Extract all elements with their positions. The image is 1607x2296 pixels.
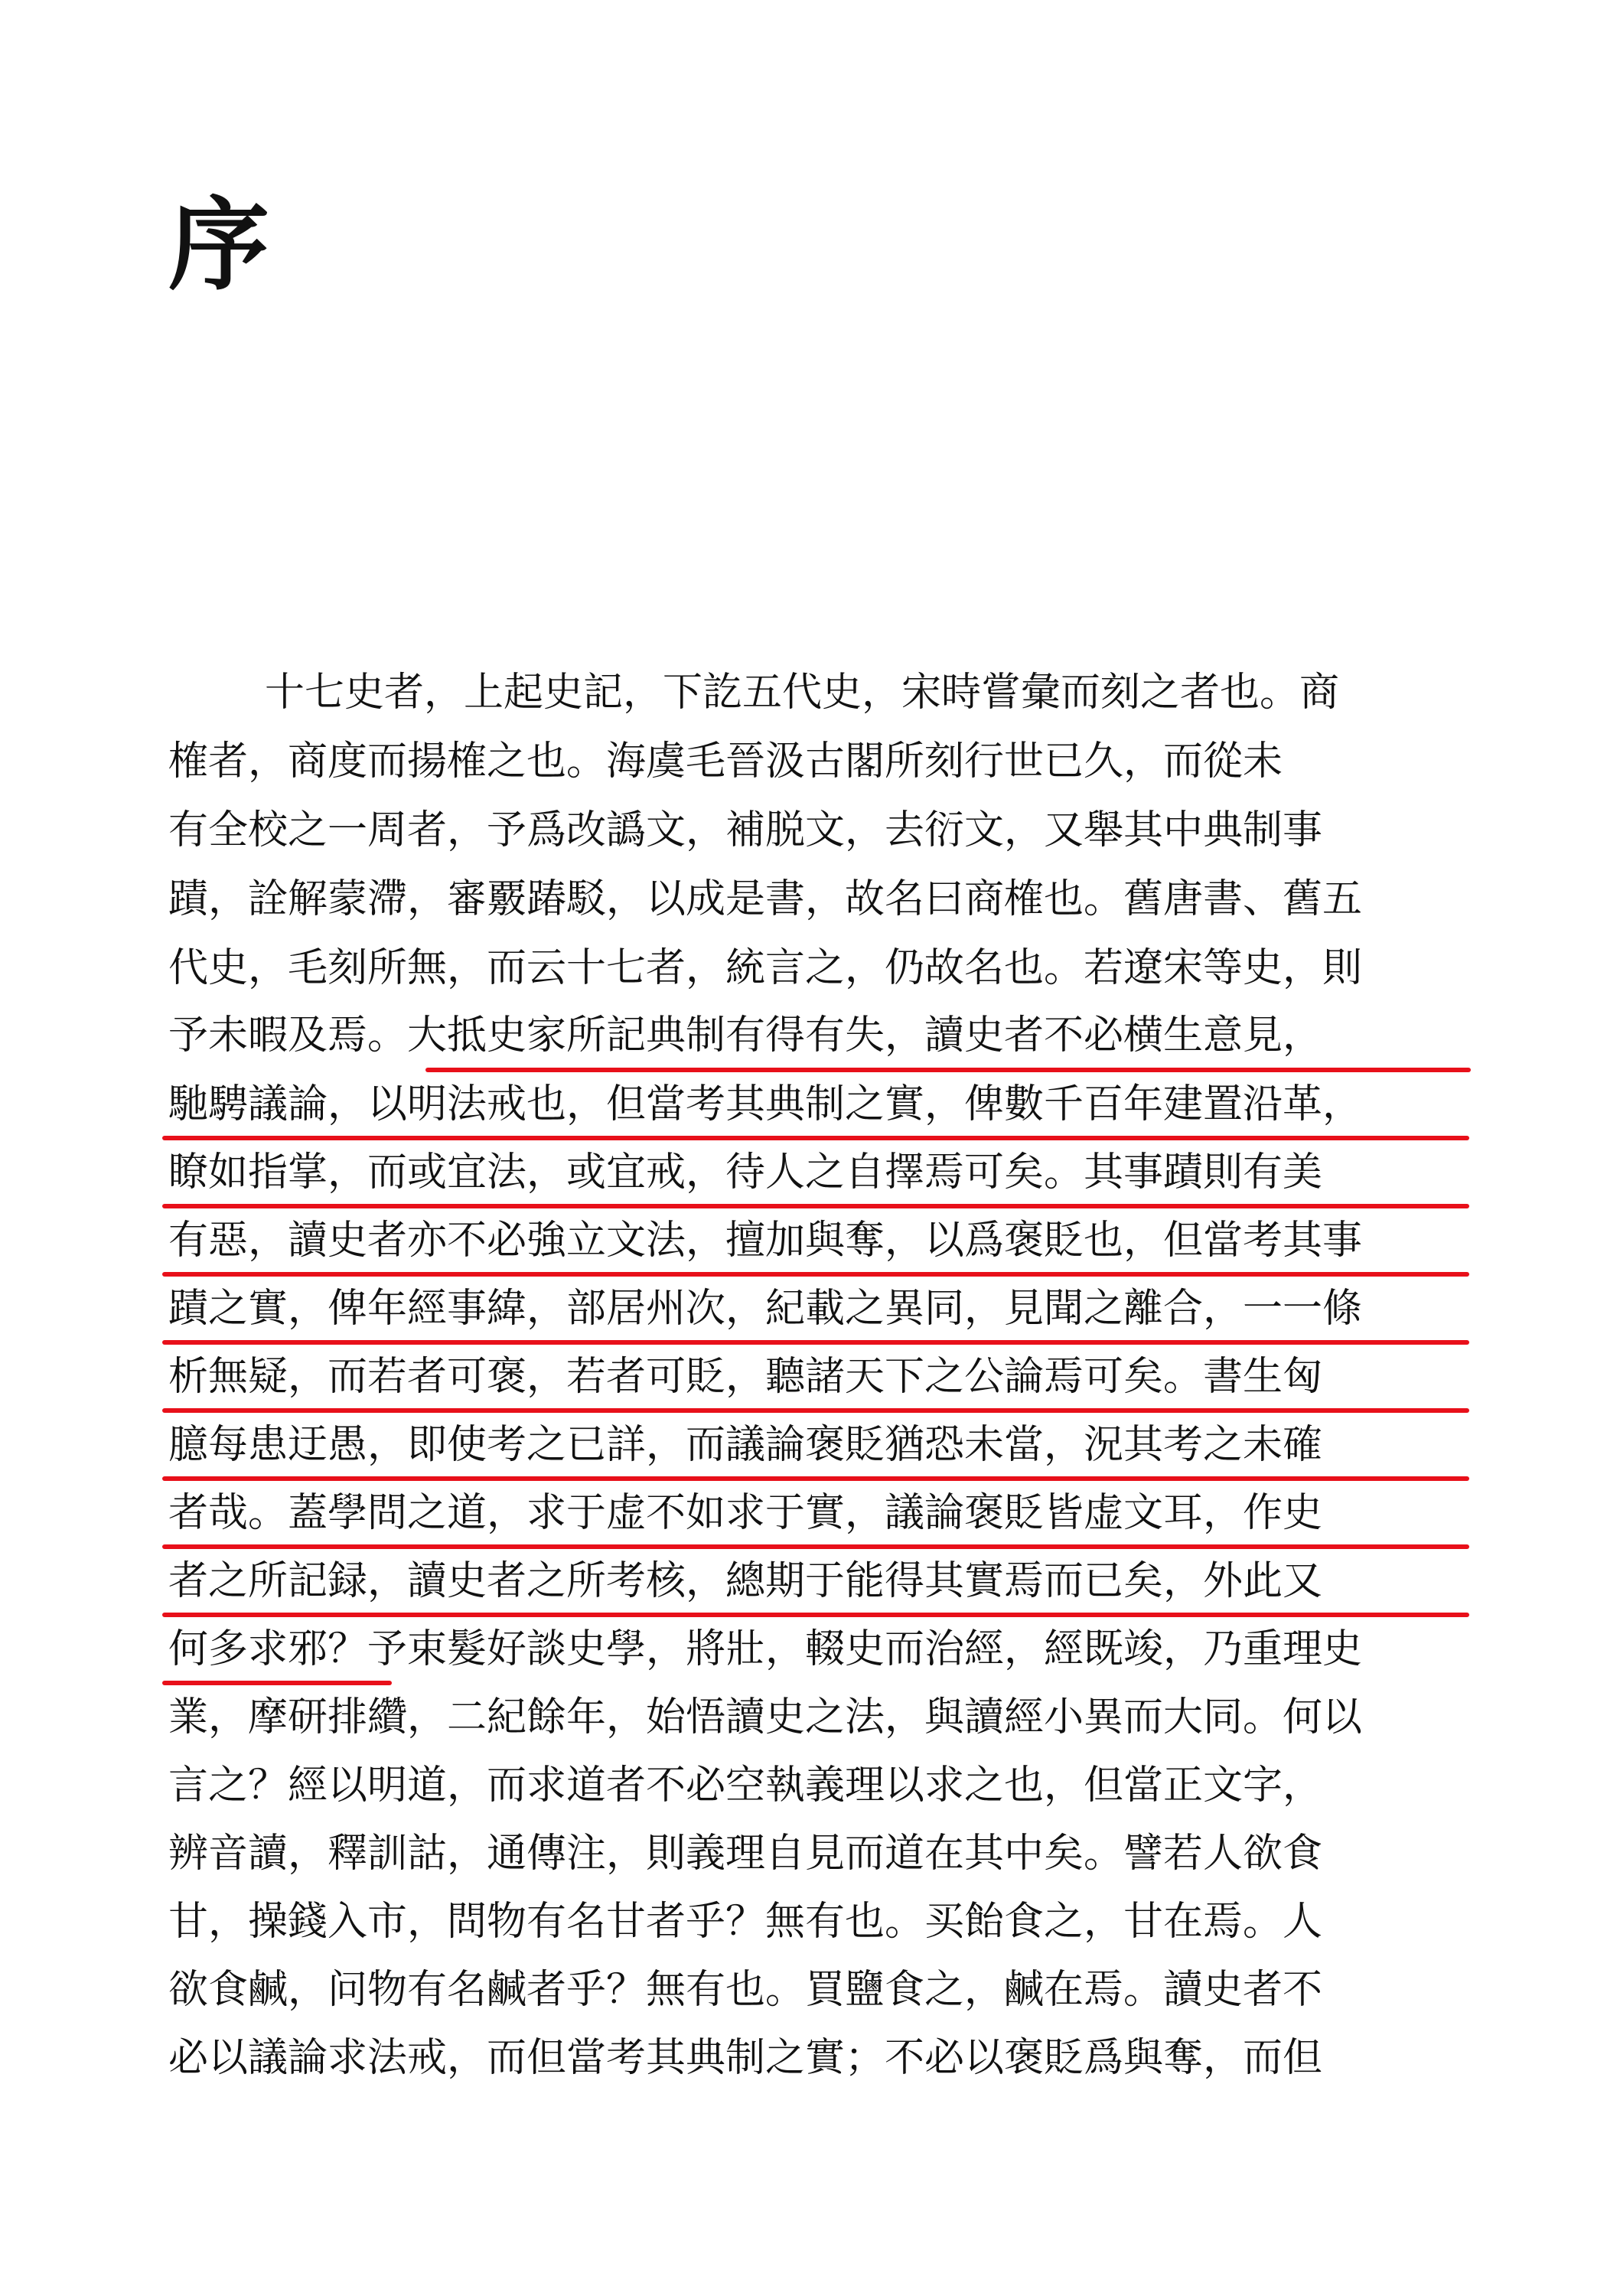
highlight-underline	[162, 1613, 1469, 1617]
highlight-underline	[162, 1204, 1469, 1208]
text-line: 瞭如指掌，而或宜法，或宜戒，待人之自擇焉可矣。其事蹟則有美	[168, 1150, 1323, 1195]
text-line: 甘，操錢入市，問物有名甘者乎？無有也。买飴食之，甘在焉。人	[168, 1899, 1323, 1945]
text-line: 者哉。蓋學問之道，求于虚不如求于實，議論褒貶皆虚文耳，作史	[168, 1490, 1323, 1536]
highlight-underline	[162, 1272, 1469, 1277]
text-line: 蹟，詮解蒙滯，審覈踳駁，以成是書，故名曰商榷也。舊唐書、舊五	[168, 876, 1363, 922]
text-line: 臆每患迂愚，即使考之已詳，而議論褒貶猶恐未當，況其考之未確	[168, 1422, 1323, 1468]
text-line: 馳騁議論，以明法戒也，但當考其典制之實，俾數千百年建置沿革，	[168, 1081, 1363, 1127]
highlight-underline	[162, 1408, 1469, 1413]
highlight-underline	[162, 1340, 1469, 1345]
text-line: 有全校之一周者，予爲改譌文，補脱文，去衍文，又舉其中典制事	[168, 807, 1323, 853]
highlight-underline	[162, 1136, 1469, 1140]
highlight-underline	[162, 1544, 1469, 1549]
text-line: 代史，毛刻所無，而云十七者，統言之，仍故名也。若遼宋等史，則	[168, 945, 1363, 991]
text-line: 必以議論求法戒，而但當考其典制之實；不必以褒貶爲與奪，而但	[168, 2035, 1323, 2081]
text-line: 蹟之實，俾年經事緯，部居州次，紀載之異同，見聞之離合，一一條	[168, 1286, 1363, 1332]
text-line: 言之？經以明道，而求道者不必空執義理以求之也，但當正文字，	[168, 1763, 1323, 1808]
text-line: 何多求邪？予束髮好談史學，將壯，輟史而治經，經既竣，乃重理史	[168, 1626, 1363, 1672]
text-line: 析無疑，而若者可褒，若者可貶，聽諸天下之公論焉可矣。書生匈	[168, 1354, 1323, 1400]
text-line: 欲食鹹，问物有名鹹者乎？無有也。買鹽食之，鹹在焉。讀史者不	[168, 1967, 1323, 2013]
text-line: 予未暇及焉。大抵史家所記典制有得有失，讀史者不必横生意見，	[168, 1013, 1323, 1058]
text-line: 榷者，商度而揚榷之也。海虞毛晉汲古閣所刻行世已久，而從未	[168, 739, 1283, 784]
page-title: 序	[168, 186, 269, 305]
highlight-underline	[162, 1681, 392, 1685]
text-line: 者之所記録，讀史者之所考核，總期于能得其實焉而已矣，外此又	[168, 1558, 1323, 1604]
highlight-underline	[425, 1068, 1471, 1072]
text-line: 有惡，讀史者亦不必強立文法，擅加與奪，以爲褒貶也，但當考其事	[168, 1218, 1363, 1264]
highlight-underline	[162, 1476, 1469, 1481]
text-line: 業，摩研排纘，二紀餘年，始悟讀史之法，與讀經小異而大同。何以	[168, 1694, 1363, 1740]
text-line: 辨音讀，釋訓詁，通傳注，則義理自見而道在其中矣。譬若人欲食	[168, 1831, 1323, 1877]
text-line: 十七史者，上起史記，下訖五代史，宋時嘗彙而刻之者也。商	[265, 670, 1340, 716]
